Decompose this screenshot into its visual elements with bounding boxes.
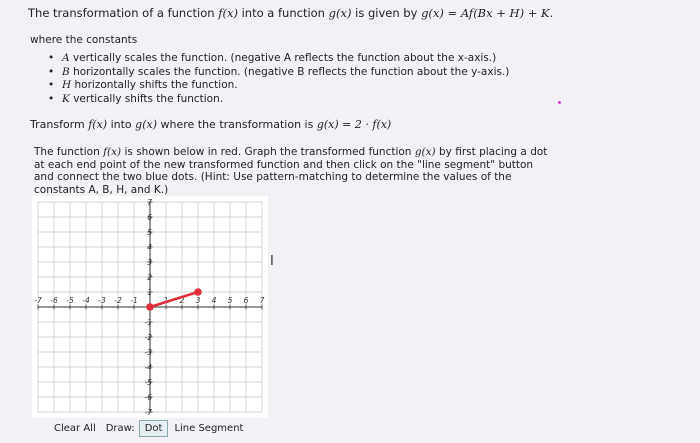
y-tick-label: -4 bbox=[144, 363, 152, 372]
x-tick-label: -6 bbox=[50, 296, 58, 305]
dot-tool-button[interactable]: Dot bbox=[139, 420, 169, 437]
constant-item: • A vertically scales the function. (negative A reflects the function about the x-axis.) bbox=[48, 52, 509, 66]
constant-item: • K vertically shifts the function. bbox=[48, 93, 509, 107]
x-tick-label: 1 bbox=[163, 296, 169, 305]
text-cursor-icon: I bbox=[270, 254, 274, 269]
graph-toolbar bbox=[48, 419, 249, 437]
y-tick-label: -1 bbox=[144, 318, 152, 327]
x-tick-label: -4 bbox=[82, 296, 90, 305]
y-tick-label: 2 bbox=[147, 273, 152, 282]
x-tick-label: 6 bbox=[243, 296, 249, 305]
constant-item: • B horizontally scales the function. (negative B reflects the function about the y-axis.) bbox=[48, 66, 509, 80]
y-tick-label: 4 bbox=[147, 243, 152, 252]
clear-all-button[interactable]: Clear All bbox=[54, 422, 96, 434]
problem-intro: The transformation of a function f(x) into a function g(x) is given by g(x) = Af(Bx + H) + K. bbox=[28, 6, 554, 20]
constant-item: • H horizontally shifts the function. bbox=[48, 79, 509, 93]
red-endpoint bbox=[146, 303, 154, 311]
y-tick-label: 3 bbox=[147, 258, 152, 267]
x-tick-label: 3 bbox=[195, 296, 201, 305]
y-tick-label: -5 bbox=[144, 378, 152, 387]
draw-label: Draw: bbox=[105, 422, 135, 434]
y-tick-label: 5 bbox=[147, 228, 152, 237]
x-tick-label: -7 bbox=[34, 296, 42, 305]
y-tick-label: 1 bbox=[147, 288, 152, 297]
x-tick-label: 7 bbox=[259, 296, 265, 305]
y-tick-label: -3 bbox=[144, 348, 152, 357]
x-tick-label: -3 bbox=[98, 296, 106, 305]
where-label: where the constants bbox=[30, 34, 138, 46]
x-tick-label: -5 bbox=[66, 296, 74, 305]
graph-canvas[interactable] bbox=[32, 196, 268, 418]
y-tick-label: 6 bbox=[147, 213, 152, 222]
constants-list bbox=[48, 52, 509, 106]
y-tick-label: -6 bbox=[144, 393, 152, 402]
line-segment-button[interactable]: Line Segment bbox=[174, 422, 244, 434]
y-tick-label: -2 bbox=[144, 333, 152, 342]
x-tick-label: -1 bbox=[130, 296, 138, 305]
y-tick-label: 7 bbox=[147, 198, 152, 207]
x-tick-label: 5 bbox=[227, 296, 233, 305]
dot-marker-icon bbox=[558, 101, 561, 104]
transform-statement: Transform f(x) into g(x) where the transformation is g(x) = 2 · f(x) bbox=[30, 118, 392, 131]
x-tick-label: 2 bbox=[179, 296, 185, 305]
x-tick-label: -2 bbox=[114, 296, 122, 305]
y-tick-label: -7 bbox=[144, 408, 152, 417]
x-tick-label: 4 bbox=[211, 296, 217, 305]
instructions: The function f(x) is shown below in red. Graph the transformed function g(x) by first placing a dot at each end point of the new transformed function and then click on the "line segment" button and connect the two blue dots. (Hint: Use pattern-matching to determine the values of the constants A, B, H, and K.) bbox=[34, 146, 548, 196]
red-endpoint bbox=[194, 288, 202, 296]
